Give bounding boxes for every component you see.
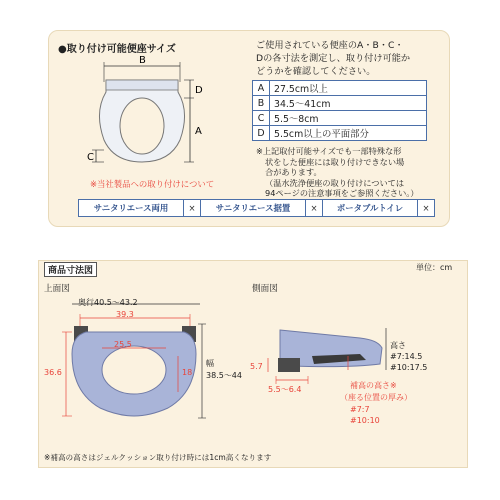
side-view-label: 側面図 [252, 284, 278, 294]
compat-label: ポータブルトイレ [323, 200, 418, 217]
dim-value: 34.5～41cm [270, 96, 427, 111]
note-line: ※上記取付可能サイズでも一部特殊な形 [256, 146, 402, 156]
width-value: 38.5～44 [206, 371, 242, 380]
side-bottom-dim: 5.5～6.4 [268, 385, 302, 394]
dim-key: A [253, 81, 270, 96]
table-row [253, 126, 427, 141]
side-height-label: 高さ [390, 341, 406, 350]
compat-mark: × [418, 200, 435, 217]
left-height-dim: 36.6 [44, 368, 62, 377]
compat-mark: × [306, 200, 323, 217]
inner-width-dim: 25.5 [114, 340, 132, 349]
dim-key: B [253, 96, 270, 111]
width-label: 幅 [206, 359, 214, 368]
dim-key: D [253, 126, 270, 141]
outer-width-dim: 39.3 [116, 310, 134, 319]
side-height-10: #10:17.5 [390, 363, 428, 372]
dimension-title: 商品寸法図 [44, 262, 97, 277]
raise-7: #7:7 [350, 405, 370, 414]
footnote: ※補高の高さはジェルクッション取り付け時には1cm高くなります [44, 453, 272, 462]
compat-label: サニタリエース据置 [201, 200, 306, 217]
raise-10: #10:10 [350, 416, 380, 425]
desc-line: Dの各寸法を測定し、取り付け可能か [256, 53, 411, 64]
label-a: A [195, 126, 202, 137]
label-c: C [87, 152, 94, 163]
table-row [79, 200, 435, 217]
seat-size-title: ●取り付け可能便座サイズ [58, 44, 176, 55]
table-row [253, 111, 427, 126]
raise-sub: （座る位置の厚み） [340, 393, 412, 402]
side-left-height: 5.7 [250, 362, 263, 371]
depth-dim: 奥行40.5～43.2 [78, 298, 138, 307]
inner-height-dim: 18 [182, 368, 193, 377]
compat-table [78, 199, 435, 217]
desc-line: どうかを確認してください。 [256, 66, 376, 77]
measure-description [256, 39, 446, 78]
label-b: B [139, 55, 146, 66]
note-line: 94ページの注意事項をご参照ください。） [265, 188, 419, 198]
side-height-7: #7:14.5 [390, 352, 423, 361]
label-d: D [195, 85, 203, 96]
unit-label: 単位：cm [416, 263, 453, 272]
raise-label: 補高の高さ※ [350, 381, 397, 390]
compat-link[interactable]: ※当社製品への取り付けについて [90, 179, 215, 189]
top-view-label: 上面図 [44, 284, 70, 294]
note-line: 状をした便座には取り付けできない場 [265, 156, 405, 167]
note-line: 合があります。 [265, 167, 322, 177]
dim-value: 5.5～8cm [270, 111, 427, 126]
top-view-diagram [50, 292, 250, 442]
dim-key: C [253, 111, 270, 126]
table-row [253, 96, 427, 111]
dim-value: 27.5cm以上 [270, 81, 427, 96]
compat-mark: × [184, 200, 201, 217]
note-line: （温水洗浄便座の取り付けについては [265, 177, 405, 188]
toilet-seat-diagram [62, 52, 222, 170]
desc-line: ご使用されている便座のA・B・C・ [256, 40, 404, 51]
dim-value: 5.5cm以上の平面部分 [270, 126, 427, 141]
compat-label: サニタリエース両用 [79, 200, 184, 217]
size-notes [256, 146, 446, 199]
table-row [253, 81, 427, 96]
size-table [252, 80, 427, 141]
